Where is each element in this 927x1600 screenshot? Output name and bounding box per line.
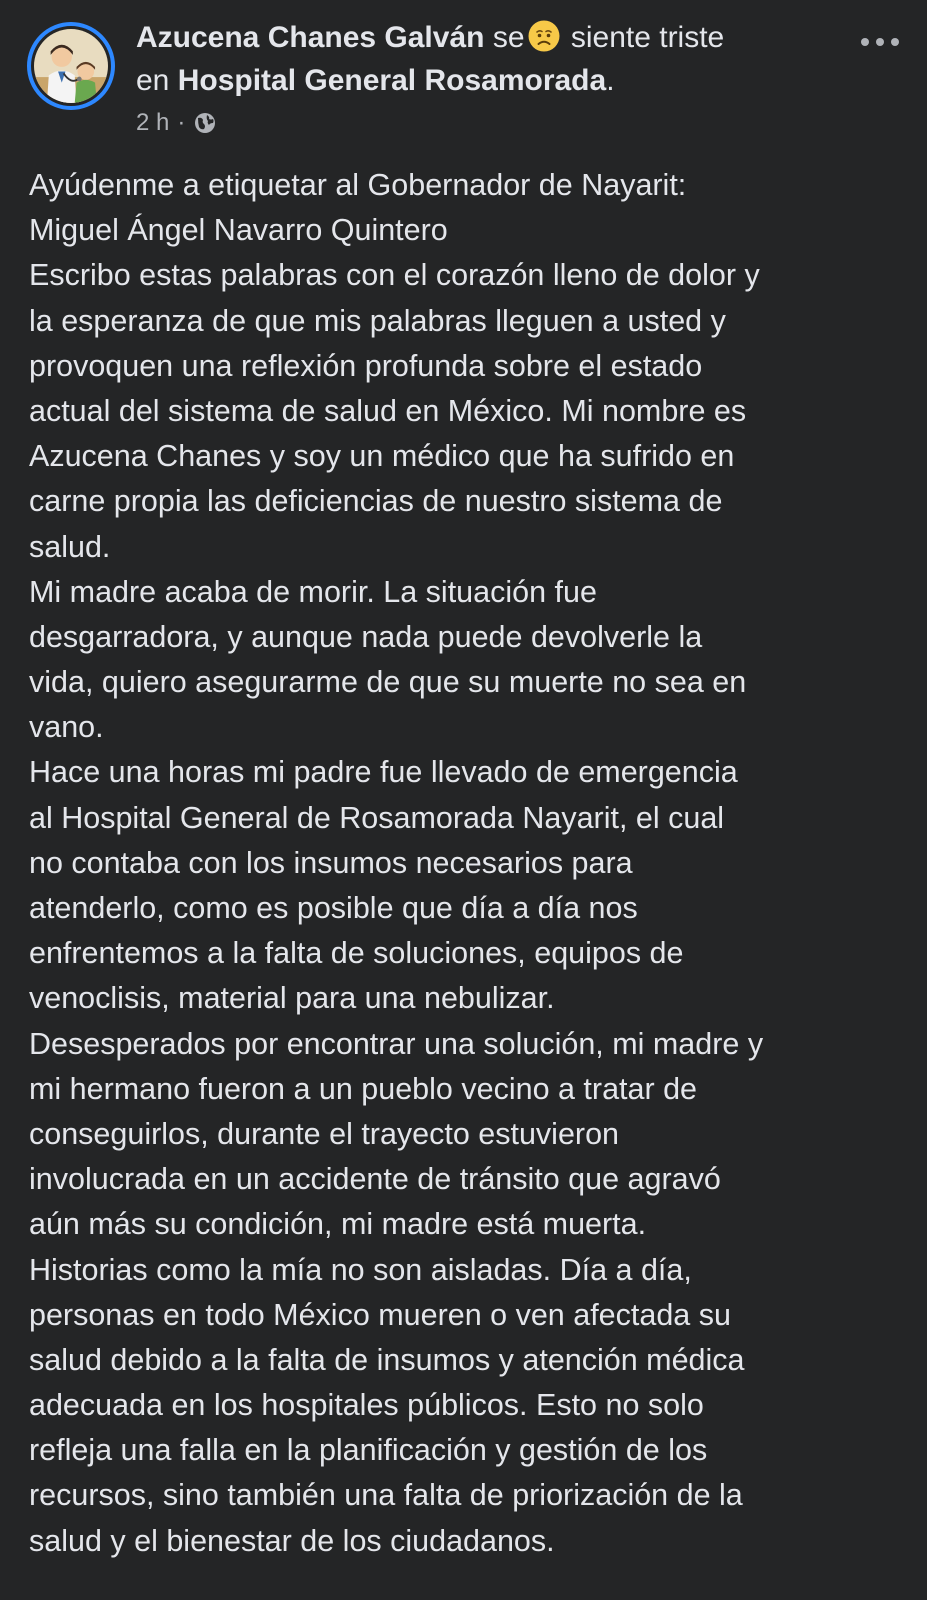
- avatar-illustration-icon: [34, 29, 108, 103]
- location-prefix: en: [136, 64, 170, 97]
- more-dot-icon: [876, 38, 884, 46]
- globe-icon[interactable]: [193, 111, 217, 135]
- post-text-line: Mi madre acaba de morir. La situación fue: [29, 574, 597, 609]
- post-text-line: Miguel Ángel Navarro Quintero: [29, 213, 448, 248]
- post-text-line: recursos, sino también una falta de priorización de la: [29, 1478, 743, 1513]
- post-text-line: atenderlo, como es posible que día a día nos: [29, 891, 638, 925]
- post-header: [136, 16, 836, 102]
- post-text-line: enfrentemos a la falta de soluciones, equipos de: [29, 936, 684, 971]
- post-timestamp-link[interactable]: 2 h: [136, 109, 170, 136]
- post-text-line: salud.: [29, 529, 111, 564]
- author-avatar[interactable]: [27, 22, 115, 110]
- post-text-line: salud y el bienestar de los ciudadanos.: [29, 1523, 555, 1558]
- post-text-line: refleja una falla en la planificación y gestión de los: [29, 1433, 708, 1468]
- feeling-verb: se: [492, 21, 525, 54]
- post-text-line: vano.: [29, 710, 104, 745]
- post-text-line: involucrada en un accidente de tránsito que agravó: [29, 1162, 721, 1197]
- more-dot-icon: [891, 38, 899, 46]
- post-text-line: vida, quiero asegurarme de que su muerte no sea en: [29, 665, 747, 700]
- post-text-line: mi hermano fueron a un pueblo vecino a tratar de: [29, 1071, 698, 1106]
- post-text-line: desgarradora, y aunque nada puede devolverle la: [29, 619, 703, 654]
- post-text-line: adecuada en los hospitales públicos. Esto no solo: [29, 1388, 704, 1423]
- post-text-line: Desesperados por encontrar una solución, mi madre y: [29, 1026, 764, 1061]
- post-text-line: conseguirlos, durante el trayecto estuvieron: [29, 1116, 619, 1151]
- more-dot-icon: [861, 38, 869, 46]
- post-text-line: Historias como la mía no son aisladas. Día a día,: [29, 1252, 692, 1287]
- sad-face-emoji-icon: [527, 19, 561, 53]
- post-text-line: la esperanza de que mis palabras lleguen a usted y: [29, 303, 726, 338]
- feeling-text: siente triste: [570, 21, 725, 54]
- post-text-line: aún más su condición, mi madre está muerta.: [29, 1207, 647, 1242]
- meta-separator: ·: [177, 109, 186, 136]
- more-options-button[interactable]: [845, 24, 915, 60]
- post-text-line: Hace una horas mi padre fue llevado de emergencia: [29, 755, 738, 790]
- post-meta: [136, 106, 217, 140]
- post-text-line: salud debido a la falta de insumos y atención médica: [29, 1342, 745, 1377]
- post-text-line: actual del sistema de salud en México. Mi nombre es: [29, 393, 747, 428]
- post-text-line: Ayúdenme a etiquetar al Gobernador de Nayarit:: [29, 168, 687, 202]
- post-text-line: Azucena Chanes y soy un médico que ha sufrido en: [29, 439, 735, 474]
- location-suffix: .: [606, 64, 615, 97]
- post-text-line: Escribo estas palabras con el corazón lleno de dolor y: [29, 258, 760, 293]
- post-text-line: carne propia las deficiencias de nuestro sistema de: [29, 484, 723, 519]
- post-text-line: venoclisis, material para una nebulizar.: [29, 981, 555, 1016]
- post-text-line: provoquen una reflexión profunda sobre el estado: [29, 348, 703, 383]
- post-body-text: [29, 163, 909, 1564]
- post-text-line: personas en todo México mueren o ven afectada su: [29, 1297, 731, 1332]
- post-text-line: no contaba con los insumos necesarios para: [29, 845, 633, 880]
- location-link[interactable]: Hospital General Rosamorada: [177, 64, 607, 97]
- post-text-line: al Hospital General de Rosamorada Nayarit, el cual: [29, 800, 725, 835]
- author-name-link[interactable]: Azucena Chanes Galván: [136, 21, 485, 54]
